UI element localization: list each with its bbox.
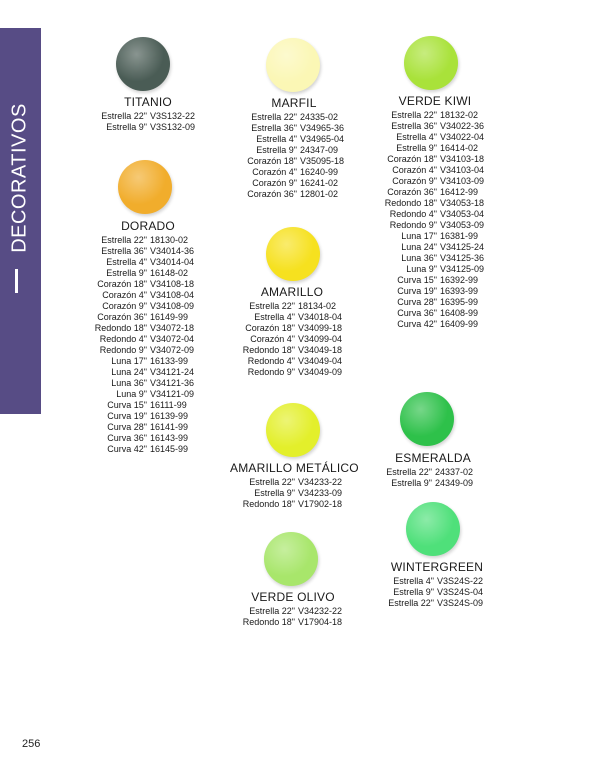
product-code: 16393-99 bbox=[440, 286, 479, 296]
size-label: Estrella 4" bbox=[106, 257, 147, 267]
code-list bbox=[232, 112, 356, 200]
size-label: Corazón 36" bbox=[247, 189, 297, 199]
code-row bbox=[373, 220, 497, 231]
code-row bbox=[86, 444, 210, 455]
size-label: Estrella 9" bbox=[393, 587, 434, 597]
code-row bbox=[230, 477, 354, 488]
size-label: Estrella 9" bbox=[106, 268, 147, 278]
product-code: V35095-18 bbox=[300, 156, 345, 166]
section-title: DECORATIVOS bbox=[8, 103, 31, 253]
size-label: Corazón 9" bbox=[252, 178, 297, 188]
code-row bbox=[86, 279, 210, 290]
product-code: 16149-99 bbox=[150, 312, 189, 322]
code-list bbox=[371, 467, 495, 489]
product-code: 24347-09 bbox=[300, 145, 339, 155]
color-swatch-amarillo bbox=[266, 227, 320, 281]
product-name: MARFIL bbox=[271, 96, 317, 110]
product-code: V34965-04 bbox=[300, 134, 345, 144]
code-row bbox=[373, 121, 497, 132]
product-code: V34014-36 bbox=[150, 246, 195, 256]
size-label: Curva 15" bbox=[107, 400, 147, 410]
code-list bbox=[230, 606, 356, 628]
size-label: Curva 28" bbox=[107, 422, 147, 432]
code-row bbox=[86, 422, 210, 433]
color-swatch-marfil bbox=[266, 38, 320, 92]
code-row bbox=[86, 356, 210, 367]
code-row bbox=[230, 345, 354, 356]
product-code: 16139-99 bbox=[150, 411, 189, 421]
product-verde-kiwi bbox=[373, 94, 497, 330]
product-code: V34108-04 bbox=[150, 290, 195, 300]
size-label: Corazón 18" bbox=[245, 323, 295, 333]
product-code: V34053-18 bbox=[440, 198, 485, 208]
code-row bbox=[230, 499, 354, 510]
size-label: Estrella 9" bbox=[391, 478, 432, 488]
code-row bbox=[232, 112, 356, 123]
size-label: Estrella 9" bbox=[106, 122, 147, 132]
size-label: Corazón 18" bbox=[247, 156, 297, 166]
product-code: V34099-18 bbox=[298, 323, 343, 333]
product-code: V34022-36 bbox=[440, 121, 485, 131]
size-label: Curva 42" bbox=[397, 319, 437, 329]
size-label: Redondo 18" bbox=[384, 198, 437, 208]
code-row bbox=[373, 231, 497, 242]
product-code: V34125-36 bbox=[440, 253, 485, 263]
code-row bbox=[86, 400, 210, 411]
product-code: 16133-99 bbox=[150, 356, 189, 366]
product-code: V34022-04 bbox=[440, 132, 485, 142]
color-swatch-titanio bbox=[116, 37, 170, 91]
code-row bbox=[232, 134, 356, 145]
code-row bbox=[373, 198, 497, 209]
code-row bbox=[373, 176, 497, 187]
product-code: V34103-09 bbox=[440, 176, 485, 186]
size-label: Estrella 22" bbox=[249, 477, 295, 487]
product-code: V34125-24 bbox=[440, 242, 485, 252]
product-amarillo-metalico bbox=[230, 461, 359, 510]
code-row bbox=[232, 167, 356, 178]
size-label: Curva 19" bbox=[107, 411, 147, 421]
product-name: VERDE OLIVO bbox=[251, 590, 335, 604]
product-name: AMARILLO METÁLICO bbox=[230, 461, 359, 475]
product-code: V34049-18 bbox=[298, 345, 343, 355]
size-label: Luna 9" bbox=[406, 264, 437, 274]
color-swatch-amarillo-metalico bbox=[266, 403, 320, 457]
size-label: Redondo 4" bbox=[389, 209, 437, 219]
size-label: Corazón 4" bbox=[252, 167, 297, 177]
size-label: Estrella 22" bbox=[101, 111, 147, 121]
product-name: ESMERALDA bbox=[395, 451, 471, 465]
code-row bbox=[373, 319, 497, 330]
code-row bbox=[373, 209, 497, 220]
size-label: Redondo 9" bbox=[247, 367, 295, 377]
code-row bbox=[86, 389, 210, 400]
size-label: Redondo 18" bbox=[242, 617, 295, 627]
size-label: Estrella 4" bbox=[393, 576, 434, 586]
product-code: V17904-18 bbox=[298, 617, 343, 627]
size-label: Corazón 9" bbox=[392, 176, 437, 186]
code-list bbox=[86, 235, 210, 455]
product-code: 16409-99 bbox=[440, 319, 479, 329]
product-esmeralda bbox=[371, 451, 495, 489]
product-code: V3S24S-04 bbox=[437, 587, 484, 597]
product-code: V34965-36 bbox=[300, 123, 345, 133]
code-row bbox=[373, 154, 497, 165]
product-code: 16392-99 bbox=[440, 275, 479, 285]
product-code: V3S132-09 bbox=[150, 122, 196, 132]
size-label: Estrella 4" bbox=[396, 132, 437, 142]
code-row bbox=[86, 433, 210, 444]
color-swatch-dorado bbox=[118, 160, 172, 214]
product-code: V34103-18 bbox=[440, 154, 485, 164]
product-code: V17902-18 bbox=[298, 499, 343, 509]
code-row bbox=[86, 268, 210, 279]
size-label: Curva 36" bbox=[397, 308, 437, 318]
size-label: Corazón 4" bbox=[392, 165, 437, 175]
product-code: V34049-04 bbox=[298, 356, 343, 366]
product-code: 16241-02 bbox=[300, 178, 339, 188]
code-row bbox=[232, 123, 356, 134]
product-code: 16240-99 bbox=[300, 167, 339, 177]
product-code: V34121-09 bbox=[150, 389, 195, 399]
product-verde-olivo bbox=[230, 590, 356, 628]
product-code: V34072-18 bbox=[150, 323, 195, 333]
code-row bbox=[86, 246, 210, 257]
size-label: Curva 19" bbox=[397, 286, 437, 296]
code-row bbox=[86, 367, 210, 378]
code-row bbox=[373, 264, 497, 275]
size-label: Redondo 9" bbox=[99, 345, 147, 355]
section-tab bbox=[0, 28, 41, 414]
size-label: Redondo 18" bbox=[242, 499, 295, 509]
size-label: Estrella 4" bbox=[254, 312, 295, 322]
product-code: V34072-04 bbox=[150, 334, 195, 344]
size-label: Estrella 36" bbox=[251, 123, 297, 133]
size-label: Estrella 22" bbox=[388, 598, 434, 608]
code-row bbox=[373, 297, 497, 308]
product-name: VERDE KIWI bbox=[398, 94, 472, 108]
size-label: Luna 17" bbox=[401, 231, 437, 241]
product-code: V3S24S-09 bbox=[437, 598, 484, 608]
size-label: Curva 15" bbox=[397, 275, 437, 285]
size-label: Luna 24" bbox=[111, 367, 147, 377]
size-label: Estrella 36" bbox=[391, 121, 437, 131]
code-row bbox=[86, 312, 210, 323]
product-code: 16148-02 bbox=[150, 268, 189, 278]
size-label: Estrella 9" bbox=[396, 143, 437, 153]
product-code: 16412-99 bbox=[440, 187, 479, 197]
page-number: 256 bbox=[22, 738, 41, 750]
product-code: 12801-02 bbox=[300, 189, 339, 199]
code-row bbox=[375, 598, 499, 609]
product-code: 16145-99 bbox=[150, 444, 189, 454]
code-list bbox=[230, 301, 354, 378]
code-row bbox=[373, 242, 497, 253]
product-code: 24349-09 bbox=[435, 478, 474, 488]
product-amarillo bbox=[230, 285, 354, 378]
size-label: Corazón 18" bbox=[387, 154, 437, 164]
size-label: Corazón 18" bbox=[97, 279, 147, 289]
product-code: V34121-36 bbox=[150, 378, 195, 388]
size-label: Curva 36" bbox=[107, 433, 147, 443]
size-label: Redondo 9" bbox=[389, 220, 437, 230]
size-label: Redondo 4" bbox=[247, 356, 295, 366]
code-row bbox=[373, 308, 497, 319]
code-row bbox=[86, 290, 210, 301]
size-label: Luna 17" bbox=[111, 356, 147, 366]
product-code: V34049-09 bbox=[298, 367, 343, 377]
size-label: Corazón 36" bbox=[387, 187, 437, 197]
code-row bbox=[232, 178, 356, 189]
product-name: AMARILLO bbox=[260, 285, 324, 299]
product-code: V34233-09 bbox=[298, 488, 343, 498]
product-code: V34014-04 bbox=[150, 257, 195, 267]
product-code: 16143-99 bbox=[150, 433, 189, 443]
code-row bbox=[88, 111, 208, 122]
product-code: V34108-09 bbox=[150, 301, 195, 311]
code-row bbox=[373, 275, 497, 286]
product-code: 18132-02 bbox=[440, 110, 479, 120]
size-label: Estrella 22" bbox=[251, 112, 297, 122]
product-name: WINTERGREEN bbox=[390, 560, 484, 574]
code-row bbox=[86, 378, 210, 389]
product-code: V34053-09 bbox=[440, 220, 485, 230]
code-row bbox=[375, 587, 499, 598]
product-code: 24335-02 bbox=[300, 112, 339, 122]
product-code: V34233-22 bbox=[298, 477, 343, 487]
code-row bbox=[230, 334, 354, 345]
code-list bbox=[230, 477, 354, 510]
size-label: Redondo 18" bbox=[242, 345, 295, 355]
code-row bbox=[86, 345, 210, 356]
product-code: V3S24S-22 bbox=[437, 576, 484, 586]
product-code: 16414-02 bbox=[440, 143, 479, 153]
size-label: Estrella 22" bbox=[101, 235, 147, 245]
product-dorado bbox=[86, 219, 210, 455]
size-label: Corazón 36" bbox=[97, 312, 147, 322]
product-name: TITANIO bbox=[124, 95, 172, 109]
code-row bbox=[86, 301, 210, 312]
product-code: 16408-99 bbox=[440, 308, 479, 318]
product-code: V34072-09 bbox=[150, 345, 195, 355]
size-label: Corazón 4" bbox=[250, 334, 295, 344]
code-row bbox=[230, 312, 354, 323]
size-label: Curva 28" bbox=[397, 297, 437, 307]
code-row bbox=[371, 478, 495, 489]
code-row bbox=[373, 286, 497, 297]
size-label: Estrella 36" bbox=[101, 246, 147, 256]
section-divider bbox=[15, 269, 18, 293]
size-label: Redondo 4" bbox=[99, 334, 147, 344]
product-code: V34121-24 bbox=[150, 367, 195, 377]
product-code: V34053-04 bbox=[440, 209, 485, 219]
size-label: Estrella 4" bbox=[256, 134, 297, 144]
product-marfil bbox=[232, 96, 356, 200]
code-row bbox=[230, 323, 354, 334]
product-code: V34108-18 bbox=[150, 279, 195, 289]
product-code: 16395-99 bbox=[440, 297, 479, 307]
size-label: Estrella 22" bbox=[249, 301, 295, 311]
code-row bbox=[230, 367, 354, 378]
size-label: Estrella 9" bbox=[256, 145, 297, 155]
product-wintergreen bbox=[375, 560, 499, 609]
code-row bbox=[373, 253, 497, 264]
code-row bbox=[230, 356, 354, 367]
product-code: 18130-02 bbox=[150, 235, 189, 245]
product-titanio bbox=[88, 95, 208, 133]
code-row bbox=[86, 411, 210, 422]
code-row bbox=[232, 145, 356, 156]
color-swatch-verde-kiwi bbox=[404, 36, 458, 90]
product-name: DORADO bbox=[121, 219, 175, 233]
code-row bbox=[86, 334, 210, 345]
size-label: Corazón 9" bbox=[102, 301, 147, 311]
code-row bbox=[373, 143, 497, 154]
product-code: 18134-02 bbox=[298, 301, 337, 311]
code-row bbox=[375, 576, 499, 587]
color-swatch-verde-olivo bbox=[264, 532, 318, 586]
product-code: 16141-99 bbox=[150, 422, 189, 432]
product-code: V34103-04 bbox=[440, 165, 485, 175]
size-label: Estrella 22" bbox=[249, 606, 295, 616]
product-code: 16111-99 bbox=[150, 400, 187, 410]
code-row bbox=[371, 467, 495, 478]
code-row bbox=[230, 606, 356, 617]
code-row bbox=[373, 110, 497, 121]
code-row bbox=[230, 617, 356, 628]
product-code: V34125-09 bbox=[440, 264, 485, 274]
color-swatch-esmeralda bbox=[400, 392, 454, 446]
code-row bbox=[373, 132, 497, 143]
color-swatch-wintergreen bbox=[406, 502, 460, 556]
size-label: Luna 36" bbox=[111, 378, 147, 388]
size-label: Estrella 9" bbox=[254, 488, 295, 498]
size-label: Estrella 22" bbox=[386, 467, 432, 477]
code-row bbox=[232, 156, 356, 167]
size-label: Curva 42" bbox=[107, 444, 147, 454]
size-label: Redondo 18" bbox=[94, 323, 147, 333]
size-label: Corazón 4" bbox=[102, 290, 147, 300]
code-row bbox=[230, 301, 354, 312]
code-row bbox=[373, 187, 497, 198]
product-code: V34018-04 bbox=[298, 312, 343, 322]
code-row bbox=[86, 257, 210, 268]
product-code: 16381-99 bbox=[440, 231, 479, 241]
size-label: Luna 24" bbox=[401, 242, 437, 252]
size-label: Estrella 22" bbox=[391, 110, 437, 120]
code-row bbox=[86, 323, 210, 334]
code-row bbox=[373, 165, 497, 176]
code-row bbox=[230, 488, 354, 499]
product-code: V34232-22 bbox=[298, 606, 343, 616]
product-code: V34099-04 bbox=[298, 334, 343, 344]
code-list bbox=[88, 111, 208, 133]
code-row bbox=[86, 235, 210, 246]
code-row bbox=[88, 122, 208, 133]
size-label: Luna 9" bbox=[116, 389, 147, 399]
code-row bbox=[232, 189, 356, 200]
code-list bbox=[373, 110, 497, 330]
code-list bbox=[375, 576, 499, 609]
product-code: V3S132-22 bbox=[150, 111, 196, 121]
product-code: 24337-02 bbox=[435, 467, 474, 477]
size-label: Luna 36" bbox=[401, 253, 437, 263]
